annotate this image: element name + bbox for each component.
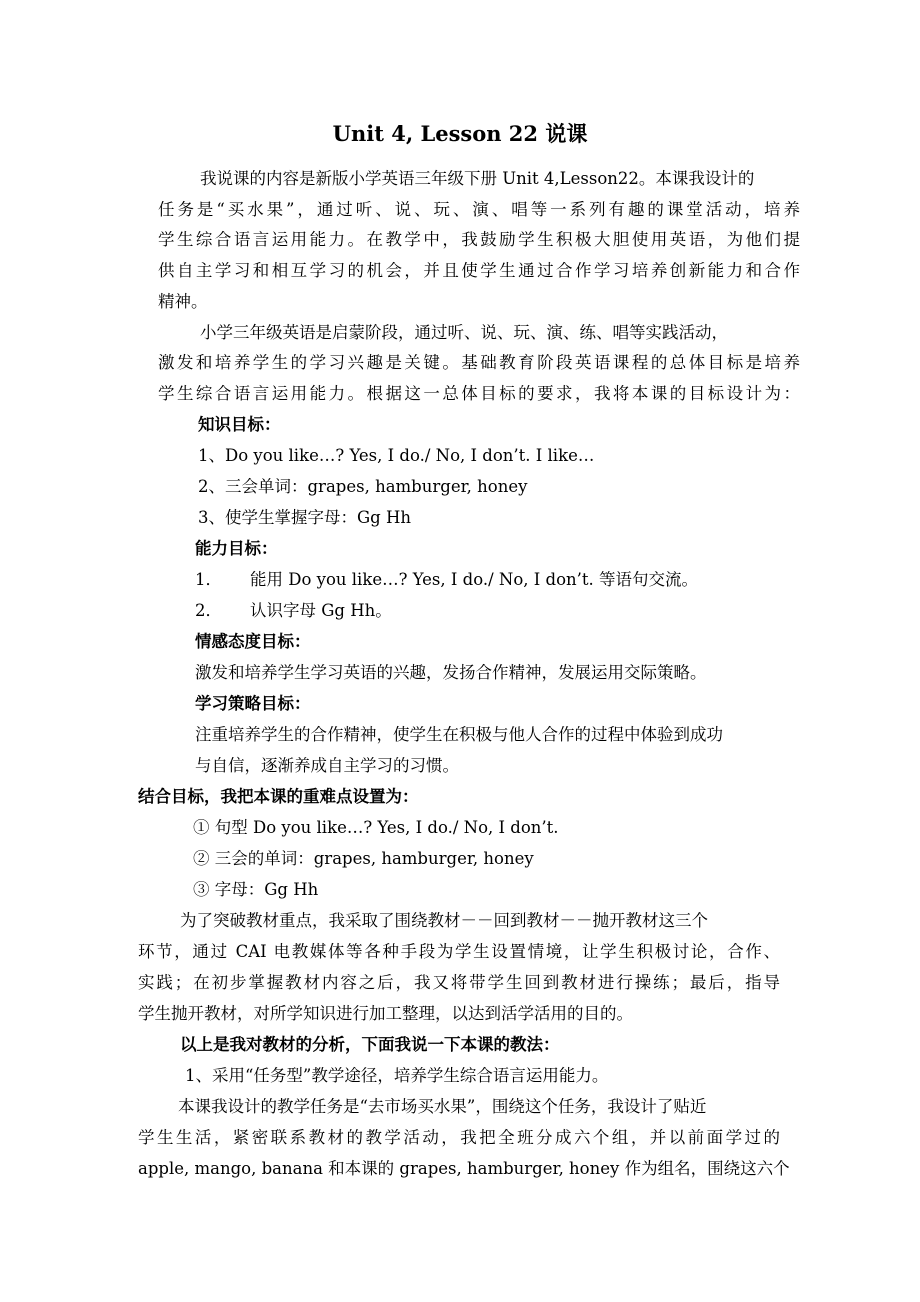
key-points-heading: 结合目标，我把本课的重难点设置为： bbox=[138, 787, 419, 806]
para4-line-3: apple, mango, banana 和本课的 grapes, hamburger, honey 作为组名，围绕这六个 bbox=[138, 1159, 790, 1178]
strategy-heading: 学习策略目标： bbox=[195, 694, 311, 713]
intro-line-1: 我说课的内容是新版小学英语三年级下册 Unit 4,Lesson22。本课我设计的 bbox=[200, 169, 755, 188]
para2-line-2: 激发和培养学生的学习兴趣是关键。基础教育阶段英语课程的总体目标是培养 bbox=[158, 353, 800, 372]
para3-line-1: 为了突破教材重点，我采取了围绕教材－－回到教材－－抛开教材这三个 bbox=[180, 911, 708, 930]
ability-item-2-text: 认识字母 Gg Hh。 bbox=[250, 601, 392, 620]
para2-line-3: 学生综合语言运用能力。根据这一总体目标的要求，我将本课的目标设计为： bbox=[158, 384, 800, 403]
ability-item-1-number: 1． bbox=[195, 570, 222, 589]
intro-line-5: 精神。 bbox=[158, 292, 208, 311]
para2-line-1: 小学三年级英语是启蒙阶段，通过听、说、玩、演、练、唱等实践活动， bbox=[200, 323, 728, 342]
strategy-line-1: 注重培养学生的合作精神，使学生在积极与他人合作的过程中体验到成功 bbox=[195, 725, 723, 744]
key-point-2: ② 三会的单词：grapes, hamburger, honey bbox=[193, 849, 534, 868]
strategy-line-2: 与自信，逐渐养成自主学习的习惯。 bbox=[195, 756, 459, 775]
para3-line-2: 环节，通过 CAI 电教媒体等各种手段为学生设置情境，让学生积极讨论，合作、 bbox=[138, 942, 780, 961]
ability-heading: 能力目标： bbox=[195, 539, 278, 558]
intro-line-4: 供自主学习和相互学习的机会，并且使学生通过合作学习培养创新能力和合作 bbox=[158, 261, 800, 280]
ability-item-1-text: 能用 Do you like…? Yes, I do./ No, I don’t. 等语句交流。 bbox=[250, 570, 698, 589]
key-point-3: ③ 字母：Gg Hh bbox=[193, 880, 319, 899]
methods-heading: 以上是我对教材的分析，下面我说一下本课的教法： bbox=[180, 1035, 560, 1054]
para3-line-3: 实践；在初步掌握教材内容之后，我又将带学生回到教材进行操练；最后，指导 bbox=[138, 973, 780, 992]
knowledge-item-3: 3、使学生掌握字母：Gg Hh bbox=[198, 508, 412, 527]
para3-line-4: 学生抛开教材，对所学知识进行加工整理，以达到活学活用的目的。 bbox=[138, 1004, 633, 1023]
knowledge-item-1: 1、Do you like…? Yes, I do./ No, I don’t. I like… bbox=[198, 446, 595, 465]
ability-item-2-number: 2． bbox=[195, 601, 222, 620]
knowledge-item-2: 2、三会单词：grapes, hamburger, honey bbox=[198, 477, 528, 496]
emotion-text: 激发和培养学生学习英语的兴趣，发扬合作精神，发展运用交际策略。 bbox=[195, 663, 707, 682]
intro-line-3: 学生综合语言运用能力。在教学中，我鼓励学生积极大胆使用英语，为他们提 bbox=[158, 230, 800, 249]
knowledge-heading: 知识目标： bbox=[198, 415, 281, 434]
methods-item-1: 1、采用“任务型”教学途径，培养学生综合语言运用能力。 bbox=[185, 1066, 609, 1085]
para4-line-2: 学生生活，紧密联系教材的教学活动，我把全班分成六个组，并以前面学过的 bbox=[138, 1128, 780, 1147]
emotion-heading: 情感态度目标： bbox=[195, 632, 311, 651]
document-title: Unit 4, Lesson 22 说课 bbox=[332, 121, 588, 146]
para4-line-1: 本课我设计的教学任务是“去市场买水果”，围绕这个任务，我设计了贴近 bbox=[178, 1097, 707, 1116]
key-point-1: ① 句型 Do you like…? Yes, I do./ No, I don’t. bbox=[193, 818, 559, 837]
intro-line-2: 任务是“买水果”，通过听、说、玩、演、唱等一系列有趣的课堂活动，培养 bbox=[158, 200, 800, 219]
